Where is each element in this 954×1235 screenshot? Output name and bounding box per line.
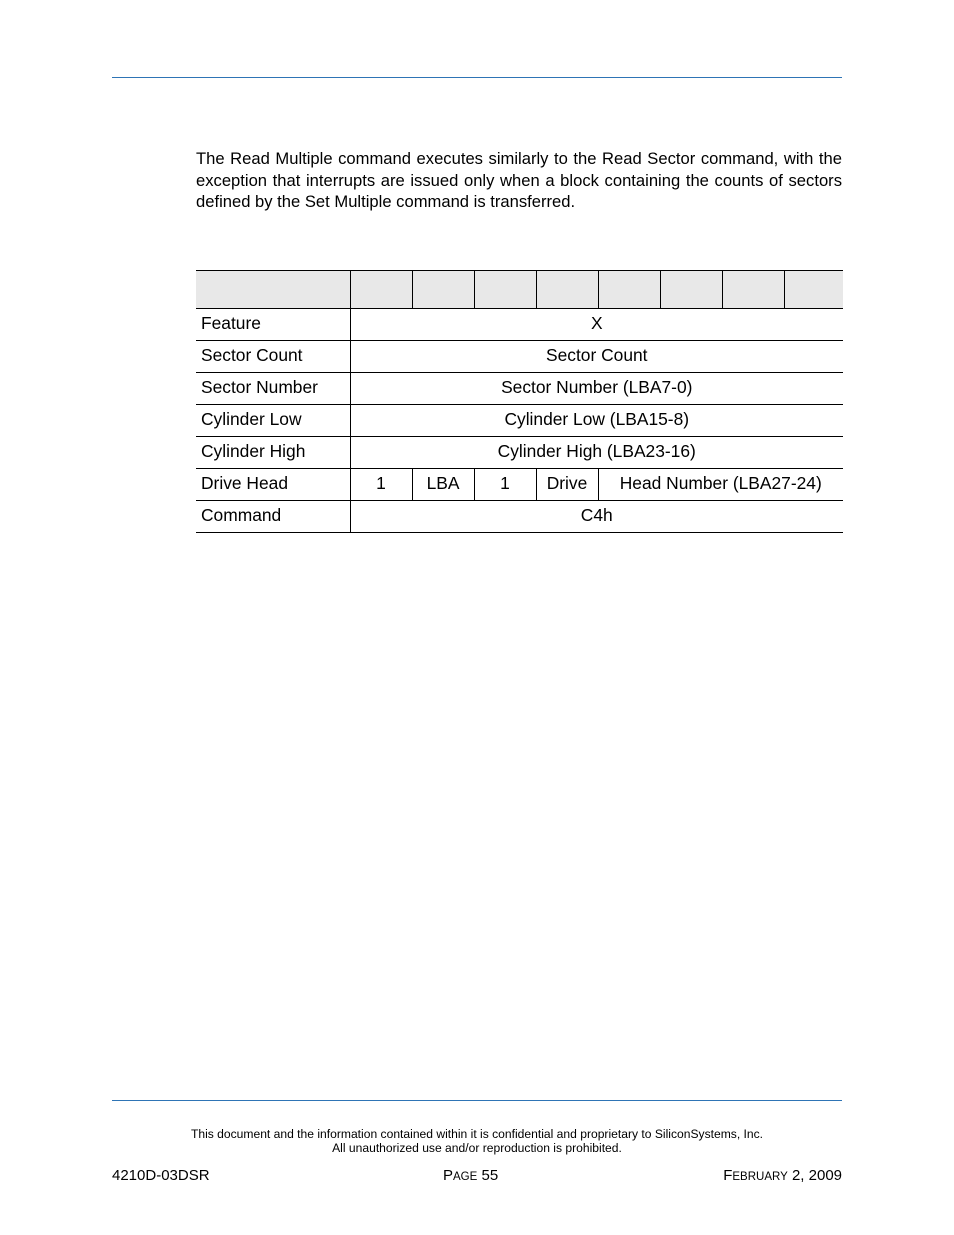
header-cell [196, 271, 350, 309]
register-label: Feature [196, 309, 350, 341]
table-row [196, 469, 843, 501]
footer-rule [112, 1100, 842, 1101]
header-cell [660, 271, 722, 309]
register-label: Sector Number [196, 373, 350, 405]
header-rule [112, 77, 842, 78]
table-row [196, 341, 843, 373]
table-row [196, 501, 843, 533]
doc-number: 4210D-03DSR [112, 1167, 210, 1184]
document-date [723, 1167, 842, 1186]
register-value: X [350, 309, 843, 341]
register-label: Cylinder High [196, 437, 350, 469]
table-row [196, 405, 843, 437]
bit-cell: LBA [412, 469, 474, 501]
register-label: Drive Head [196, 469, 350, 501]
header-cell [474, 271, 536, 309]
table-row [196, 373, 843, 405]
header-cell [722, 271, 784, 309]
date-month-rest: EBRUARY [732, 1171, 788, 1183]
date-initial: F [723, 1167, 733, 1184]
confidentiality-line: This document and the information contained within it is confidential and proprietary to SiliconSystems, Inc. [190, 1127, 764, 1141]
header-cell [598, 271, 660, 309]
table-row [196, 309, 843, 341]
bit-cell: Drive [536, 469, 598, 501]
register-value: C4h [350, 501, 843, 533]
header-cell [412, 271, 474, 309]
register-value: Cylinder High (LBA23-16) [350, 437, 843, 469]
header-cell [784, 271, 843, 309]
bit-cell: 1 [350, 469, 412, 501]
header-cell [350, 271, 412, 309]
intro-paragraph: The Read Multiple command executes similarly to the Read Sector command, with the exception that interrupts are issued only when a block containing the counts of sectors defined by the Set Multiple command is transferred. [196, 149, 842, 211]
register-value: Sector Number (LBA7-0) [350, 373, 843, 405]
table-row [196, 437, 843, 469]
page-label [443, 1167, 498, 1186]
register-label: Sector Count [196, 341, 350, 373]
register-value: Cylinder Low (LBA15-8) [350, 405, 843, 437]
table-header-row [196, 271, 843, 309]
head-number-cell: Head Number (LBA27-24) [598, 469, 843, 501]
register-value: Sector Count [350, 341, 843, 373]
page-number: 55 [481, 1167, 499, 1184]
register-label: Command [196, 501, 350, 533]
date-tail: 2, 2009 [791, 1167, 842, 1184]
register-label: Cylinder Low [196, 405, 350, 437]
page-prefix-rest: AGE [453, 1171, 478, 1183]
register-table [196, 270, 843, 533]
bit-cell: 1 [474, 469, 536, 501]
confidentiality-notice [112, 1128, 842, 1155]
page-prefix-initial: P [443, 1167, 454, 1184]
confidentiality-line: All unauthorized use and/or reproduction is prohibited. [332, 1140, 622, 1155]
header-cell [536, 271, 598, 309]
